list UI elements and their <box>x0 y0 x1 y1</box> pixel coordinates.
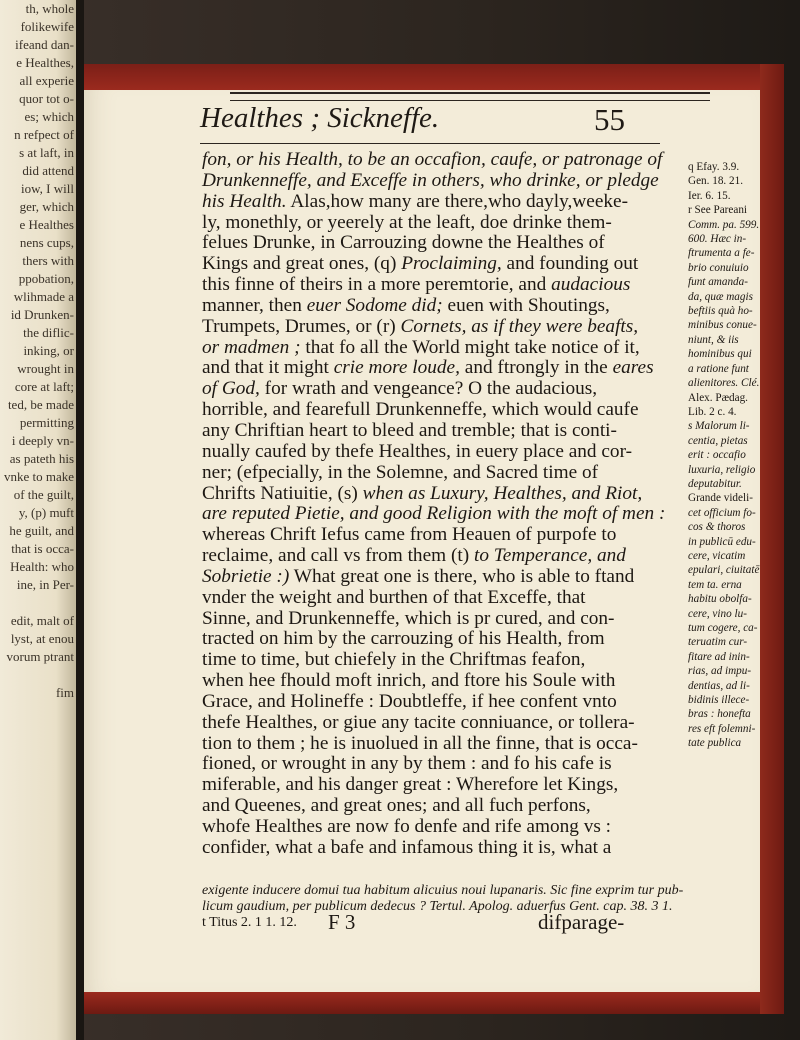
margin-note-line: funt amanda- <box>688 276 748 289</box>
left-fragment-line: of the guilt, <box>13 487 74 502</box>
text-run: horrible, and fearefull Drunkenneffe, which would caufe <box>202 399 639 421</box>
left-fragment-line: id Drunken- <box>10 307 74 322</box>
margin-note-line: tem ta. erna <box>688 578 742 591</box>
header-ornament <box>230 92 710 101</box>
left-fragment-line: e Healthes, <box>16 55 74 70</box>
text-line <box>202 692 686 713</box>
text-line <box>202 171 686 192</box>
margin-note-line: epulari, ciuitatē <box>688 564 760 577</box>
text-run: confider, what a bafe and infamous thing it is, what a <box>202 836 612 858</box>
text-line <box>202 213 686 234</box>
left-fragment-line: y, (p) muft <box>18 505 74 520</box>
margin-note-line: cet officium fo- <box>688 506 756 519</box>
text-line <box>202 484 686 505</box>
text-line <box>202 379 686 400</box>
text-run: and Queenes, and great ones; and all fuch perfons, <box>202 795 591 817</box>
text-run: vnder the weight and burthen of that Exceffe, that <box>202 586 586 608</box>
red-book-edge-top <box>84 64 784 90</box>
margin-note-line: cere, vino lu- <box>688 607 747 620</box>
text-run: tracted on him by the carrouzing of his Health, from <box>202 628 605 650</box>
text-run: of God, <box>202 378 260 400</box>
left-fragment-line: edit, malt of <box>10 613 74 628</box>
text-run: Grace, and Holineffe : Doubtleffe, if hee confent vnto <box>202 690 617 712</box>
left-fragment-line: Health: who <box>10 559 74 574</box>
left-fragment-line: i deeply vn- <box>11 433 74 448</box>
text-run: Sobrietie :) <box>202 565 290 587</box>
text-line <box>202 275 686 296</box>
text-line <box>202 504 686 525</box>
left-fragment-line: n refpect of <box>14 127 74 142</box>
text-run: time to time, but chiefely in the Chriftmas feafon, <box>202 649 586 671</box>
margin-note-line: Alex. Pædag. <box>688 391 748 404</box>
text-run: Trumpets, Drumes, or (r) <box>202 315 401 337</box>
text-run: Cornets, as if they were beafts, <box>400 315 639 337</box>
text-run: and that it might <box>202 357 334 379</box>
page-number: 55 <box>594 102 625 137</box>
margin-note-line: alienitores. Clé. <box>688 377 760 390</box>
text-run: and founding out <box>501 253 639 275</box>
text-line <box>202 317 686 338</box>
margin-note-line: Gen. 18. 21. <box>688 175 743 188</box>
left-fragment-line: that is occa- <box>11 541 74 556</box>
text-run: manner, then <box>202 294 307 316</box>
text-run: whereas Chrift Iefus came from Heauen of purpofe to <box>202 524 617 546</box>
left-fragment-line: ted, be made <box>7 397 74 412</box>
margin-note-line: cos & thoros <box>688 521 746 534</box>
margin-note-line: cere, vicatim <box>688 549 746 562</box>
margin-note-line: Comm. pa. 599. <box>688 218 760 231</box>
text-run: or madmen ; <box>202 336 301 358</box>
text-run: Proclaiming, <box>401 253 502 275</box>
left-fragment-line: permitting <box>19 415 74 430</box>
text-line <box>202 400 686 421</box>
left-fragment-line: core at laft; <box>14 379 74 394</box>
text-run: reclaime, and call vs from them (t) <box>202 545 474 567</box>
book-gutter <box>76 0 84 1040</box>
margin-note-line: beftiis quà ho- <box>688 305 753 318</box>
text-run: Sinne, and Drunkenneffe, which is pr cured, and con- <box>202 607 615 629</box>
text-line <box>202 775 686 796</box>
catchword: difparage- <box>538 910 625 934</box>
margin-note-line: Grande videli- <box>688 492 753 505</box>
text-line <box>202 609 686 630</box>
text-line <box>202 650 686 671</box>
left-page-fragments <box>4 0 78 702</box>
margin-note-line: res eft folemni- <box>688 722 756 735</box>
left-fragment-line: ine, in Per- <box>16 577 74 592</box>
left-fragment-line: ppobation, <box>18 271 74 286</box>
text-run: felues Drunke, in Carrouzing downe the Healthes of <box>202 232 605 254</box>
text-run: What great one is there, who is able to ftand <box>289 565 635 587</box>
margin-note-line: 600. Hæc in- <box>688 233 747 246</box>
text-run: to Temperance, and <box>473 545 626 567</box>
text-line <box>202 817 686 838</box>
text-line <box>202 338 686 359</box>
left-fragment-line <box>4 594 74 612</box>
margin-note-line: Lib. 2 c. 4. <box>688 405 737 418</box>
margin-note-line: dentias, ad li- <box>688 679 750 692</box>
text-line <box>202 525 686 546</box>
margin-note-line: q Efay. 3.9. <box>688 161 740 173</box>
text-run: eares <box>612 357 654 379</box>
text-run: miferable, and his danger great : Wherefore let Kings, <box>202 774 619 796</box>
text-run: any Chriftian heart to bleed and tremble; that is conti- <box>202 419 617 441</box>
text-line <box>202 358 686 379</box>
footnote <box>202 883 762 931</box>
text-line <box>202 629 686 650</box>
left-fragment-line: lyst, at enou <box>10 631 74 646</box>
text-line <box>202 233 686 254</box>
left-fragment-line: as pateth his <box>9 451 74 466</box>
margin-note-line: centia, pietas <box>688 434 748 447</box>
left-fragment-line <box>4 666 74 684</box>
margin-note-line: deputabitur. <box>688 477 742 490</box>
text-line <box>202 254 686 275</box>
left-fragment-line: all experie <box>19 73 74 88</box>
left-fragment-line: e Healthes <box>19 217 74 232</box>
left-fragment-line: th, whole <box>25 1 74 16</box>
text-run: and ftrongly in the <box>459 357 613 379</box>
text-run: audacious <box>551 274 631 296</box>
left-fragment-line: quor tot o- <box>19 91 74 106</box>
left-fragment-line: inking, or <box>23 343 74 358</box>
margin-note-line: in publicū edu- <box>688 535 756 548</box>
text-run: this finne of theirs in a more peremtorie, and <box>202 274 552 296</box>
margin-note-line: ftrumenta a fe- <box>688 247 755 260</box>
margin-note-line: niunt, & iis <box>688 333 739 346</box>
text-run: Alas,how many are there,who dayly,weeke- <box>286 190 629 212</box>
text-run: ly, monethly, or yeerely at the leaft, doe drinke them- <box>202 211 612 233</box>
left-fragment-line: vorum ptrant <box>6 649 74 664</box>
text-run: euen with Shoutings, <box>442 294 610 316</box>
margin-note-line: r See Pareani <box>688 204 748 217</box>
left-fragment-line: s at laft, in <box>19 145 74 160</box>
text-line <box>202 150 686 171</box>
text-run: tion to them ; he is inuolued in all the finne, that is occa- <box>202 732 638 754</box>
text-run: are reputed Pietie, and good Religion with the moft of men : <box>202 503 666 525</box>
margin-note-line: erit : occafio <box>688 449 746 462</box>
text-run: crie more loude, <box>333 357 460 379</box>
margin-note-line: Ier. 6. 15. <box>688 189 731 202</box>
main-text <box>202 150 686 859</box>
left-fragment-line: ger, which <box>19 199 74 214</box>
text-run: Drunkenneffe, and Exceffe in others, who drinke, or pledge <box>202 169 659 191</box>
text-line <box>202 442 686 463</box>
left-fragment-line: folikewife <box>20 19 74 34</box>
margin-note-line: rias, ad impu- <box>688 665 752 678</box>
left-fragment-line: es; which <box>24 109 74 124</box>
text-run: when hee fhould moft inrich, and ftore his Soule with <box>202 670 616 692</box>
text-run: euer Sodome did; <box>306 294 443 316</box>
margin-note-line: luxuria, religio <box>688 463 756 476</box>
text-line <box>202 567 686 588</box>
text-run: that fo all the World might take notice of it, <box>300 336 640 358</box>
margin-note-line: s Malorum li- <box>688 420 750 433</box>
text-line <box>202 463 686 484</box>
left-fragment-line: fim <box>55 685 74 700</box>
text-run: Kings and great ones, (q) <box>202 253 402 275</box>
margin-note-line: minibus conue- <box>688 319 757 332</box>
running-header: Healthes ; Sickneffe. <box>200 102 440 134</box>
text-run: whofe Healthes are now fo denfe and rife among vs : <box>202 816 612 837</box>
text-run: fon, or his Health, to be an occafion, caufe, or patronage of <box>202 149 663 170</box>
left-fragment-line: thers with <box>22 253 74 268</box>
text-line <box>202 796 686 817</box>
marginal-notes <box>688 160 760 751</box>
left-fragment-line: did attend <box>22 163 74 178</box>
left-fragment-line: ifeand dan- <box>15 37 74 52</box>
text-run: thefe Healthes, or giue any tacite conniuance, or tollera- <box>202 711 635 733</box>
margin-note-line: brio conuiuio <box>688 261 749 274</box>
margin-note-line: teruatim cur- <box>688 636 748 649</box>
text-run: his Health. <box>202 190 287 212</box>
text-line <box>202 671 686 692</box>
text-run: nually caufed by thefe Healthes, in euery place and cor- <box>202 440 633 462</box>
left-page-edge <box>0 0 80 1040</box>
text-line <box>202 754 686 775</box>
text-run: ner; (efpecially, in the Solemne, and Sacred time of <box>202 461 599 483</box>
left-fragment-line: wlihmade a <box>13 289 74 304</box>
left-fragment-line: wrought in <box>17 361 74 376</box>
text-line <box>202 296 686 317</box>
margin-note-line: da, quæ magis <box>688 290 753 303</box>
left-fragment-line: vnke to make <box>4 469 75 484</box>
text-run: fioned, or wrought in any by them : and fo his cafe is <box>202 753 612 775</box>
text-line <box>202 713 686 734</box>
margin-note-line: bidinis illece- <box>688 694 750 707</box>
text-run: for wrath and vengeance? O the audacious, <box>259 378 598 400</box>
margin-note-line: fitare ad inin- <box>688 650 750 663</box>
text-line <box>202 192 686 213</box>
text-line <box>202 546 686 567</box>
red-book-edge-bottom <box>84 992 784 1014</box>
footnote-line: t Titus 2. 1 1. 12. <box>202 915 297 930</box>
left-fragment-line: he guilt, and <box>9 523 74 538</box>
text-line <box>202 734 686 755</box>
red-book-edge-right <box>760 64 784 1014</box>
text-run: Chrifts Natiuitie, (s) <box>202 482 363 504</box>
header-rule <box>200 143 660 144</box>
footnote-line: exigente inducere domui tua habitum alicuius noui lupanaris. Sic fine exprim tur pub- <box>202 883 684 898</box>
left-fragment-line: nens cups, <box>19 235 74 250</box>
text-line <box>202 421 686 442</box>
margin-note-line: a ratione funt <box>688 362 749 375</box>
text-line <box>202 588 686 609</box>
text-run: when as Luxury, Healthes, and Riot, <box>362 482 643 504</box>
text-line <box>202 838 686 859</box>
margin-note-line: hominibus qui <box>688 348 752 361</box>
margin-note-line: tum cogere, ca- <box>688 622 758 634</box>
margin-note-line: tate publica <box>688 737 742 750</box>
margin-note-line: habitu obolfa- <box>688 593 752 606</box>
margin-note-line: bras : honefta <box>688 708 751 721</box>
left-fragment-line: the diflic- <box>23 325 74 340</box>
signature-mark: F 3 <box>328 910 356 934</box>
footnote-line: licum gaudium, per publicum dedecus ? Tertul. Apolog. aduerfus Gent. cap. 38. 3 1. <box>202 899 673 914</box>
left-fragment-line: iow, I will <box>21 181 74 196</box>
